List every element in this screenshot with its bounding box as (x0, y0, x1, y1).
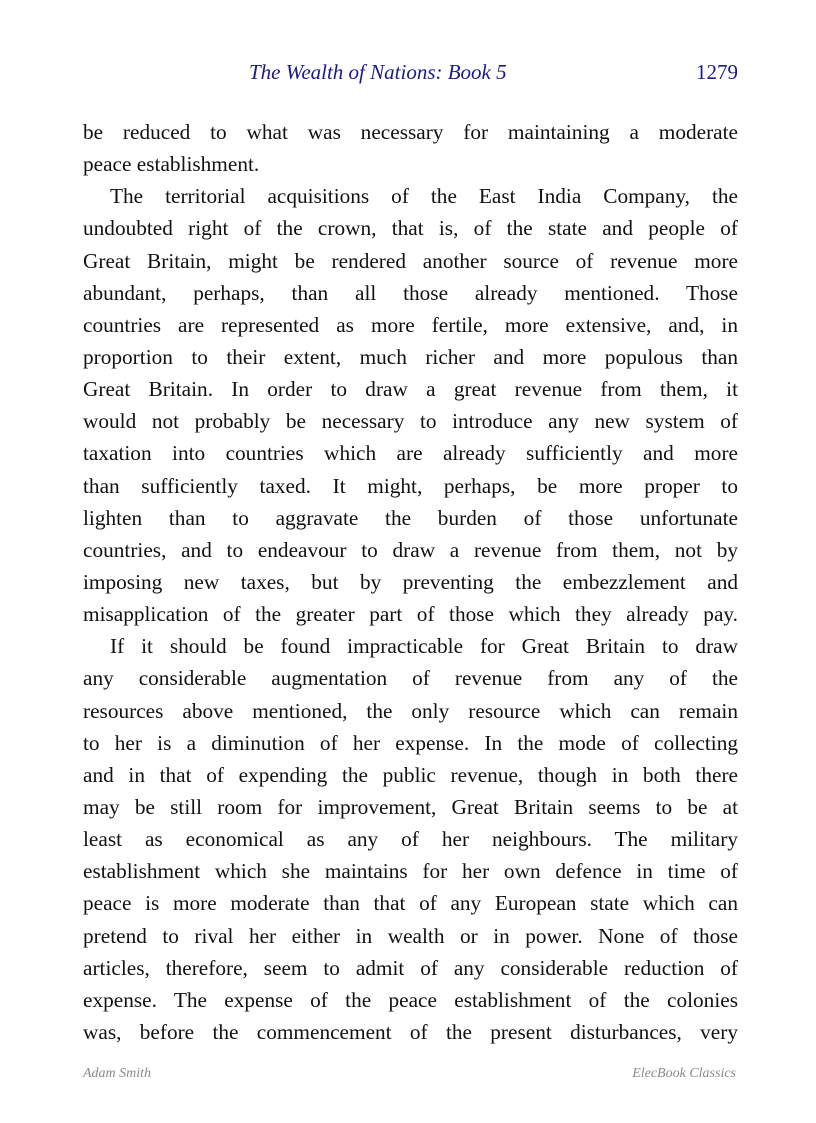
text-line: taxation into countries which are already sufficiently and more (83, 441, 738, 466)
text-line: imposing new taxes, but by preventing the embezzlement and (83, 569, 738, 594)
paragraph (83, 630, 738, 1048)
text-line: proportion to their extent, much richer and more populous than (83, 344, 738, 369)
paragraph (83, 116, 738, 180)
running-header (83, 60, 738, 90)
text-line: peace establishment. (83, 152, 260, 177)
text-line: than sufficiently taxed. It might, perhaps, be more proper to (83, 473, 738, 498)
text-line: expense. The expense of the peace establishment of the colonies (83, 987, 738, 1012)
text-line: establishment which she maintains for her own defence in time of (83, 859, 738, 884)
page-number: 1279 (696, 60, 738, 84)
text-line: Great Britain, might be rendered another source of revenue more (83, 248, 738, 273)
text-line: resources above mentioned, the only resource which can remain (83, 698, 738, 723)
text-line: be reduced to what was necessary for maintaining a moderate (83, 120, 738, 144)
footer-author: Adam Smith (83, 1066, 152, 1081)
text-line: would not probably be necessary to introduce any new system of (83, 409, 738, 434)
text-line: articles, therefore, seem to admit of any considerable reduction of (83, 955, 738, 980)
text-line: countries are represented as more fertile, more extensive, and, in (83, 312, 738, 337)
text-line: The territorial acquisitions of the East India Company, the (110, 184, 738, 209)
paragraph (83, 180, 738, 630)
text-line: least as economical as any of her neighbours. The military (83, 827, 738, 852)
text-line: undoubted right of the crown, that is, of the state and people of (83, 216, 738, 241)
page-body (83, 116, 738, 1048)
text-line: peace is more moderate than that of any European state which can (83, 891, 738, 916)
text-line: was, before the commencement of the present disturbances, very (83, 1019, 738, 1044)
text-line: countries, and to endeavour to draw a revenue from them, not by (83, 537, 738, 562)
text-line: pretend to rival her either in wealth or in power. None of those (83, 923, 738, 948)
text-line: misapplication of the greater part of those which they already pay. (83, 602, 738, 627)
text-line: If it should be found impracticable for Great Britain to draw (110, 634, 738, 659)
text-line: and in that of expending the public revenue, though in both there (83, 762, 738, 787)
running-footer (83, 1066, 738, 1082)
text-line: abundant, perhaps, than all those already mentioned. Those (83, 280, 738, 305)
text-line: any considerable augmentation of revenue from any of the (83, 666, 738, 691)
book-title: The Wealth of Nations: Book 5 (249, 60, 507, 84)
footer-publisher: ElecBook Classics (632, 1066, 736, 1081)
text-line: Great Britain. In order to draw a great revenue from them, it (83, 377, 738, 402)
text-line: may be still room for improvement, Great Britain seems to be at (83, 794, 738, 819)
text-line: lighten than to aggravate the burden of those unfortunate (83, 505, 738, 530)
text-line: to her is a diminution of her expense. In the mode of collecting (83, 730, 738, 755)
